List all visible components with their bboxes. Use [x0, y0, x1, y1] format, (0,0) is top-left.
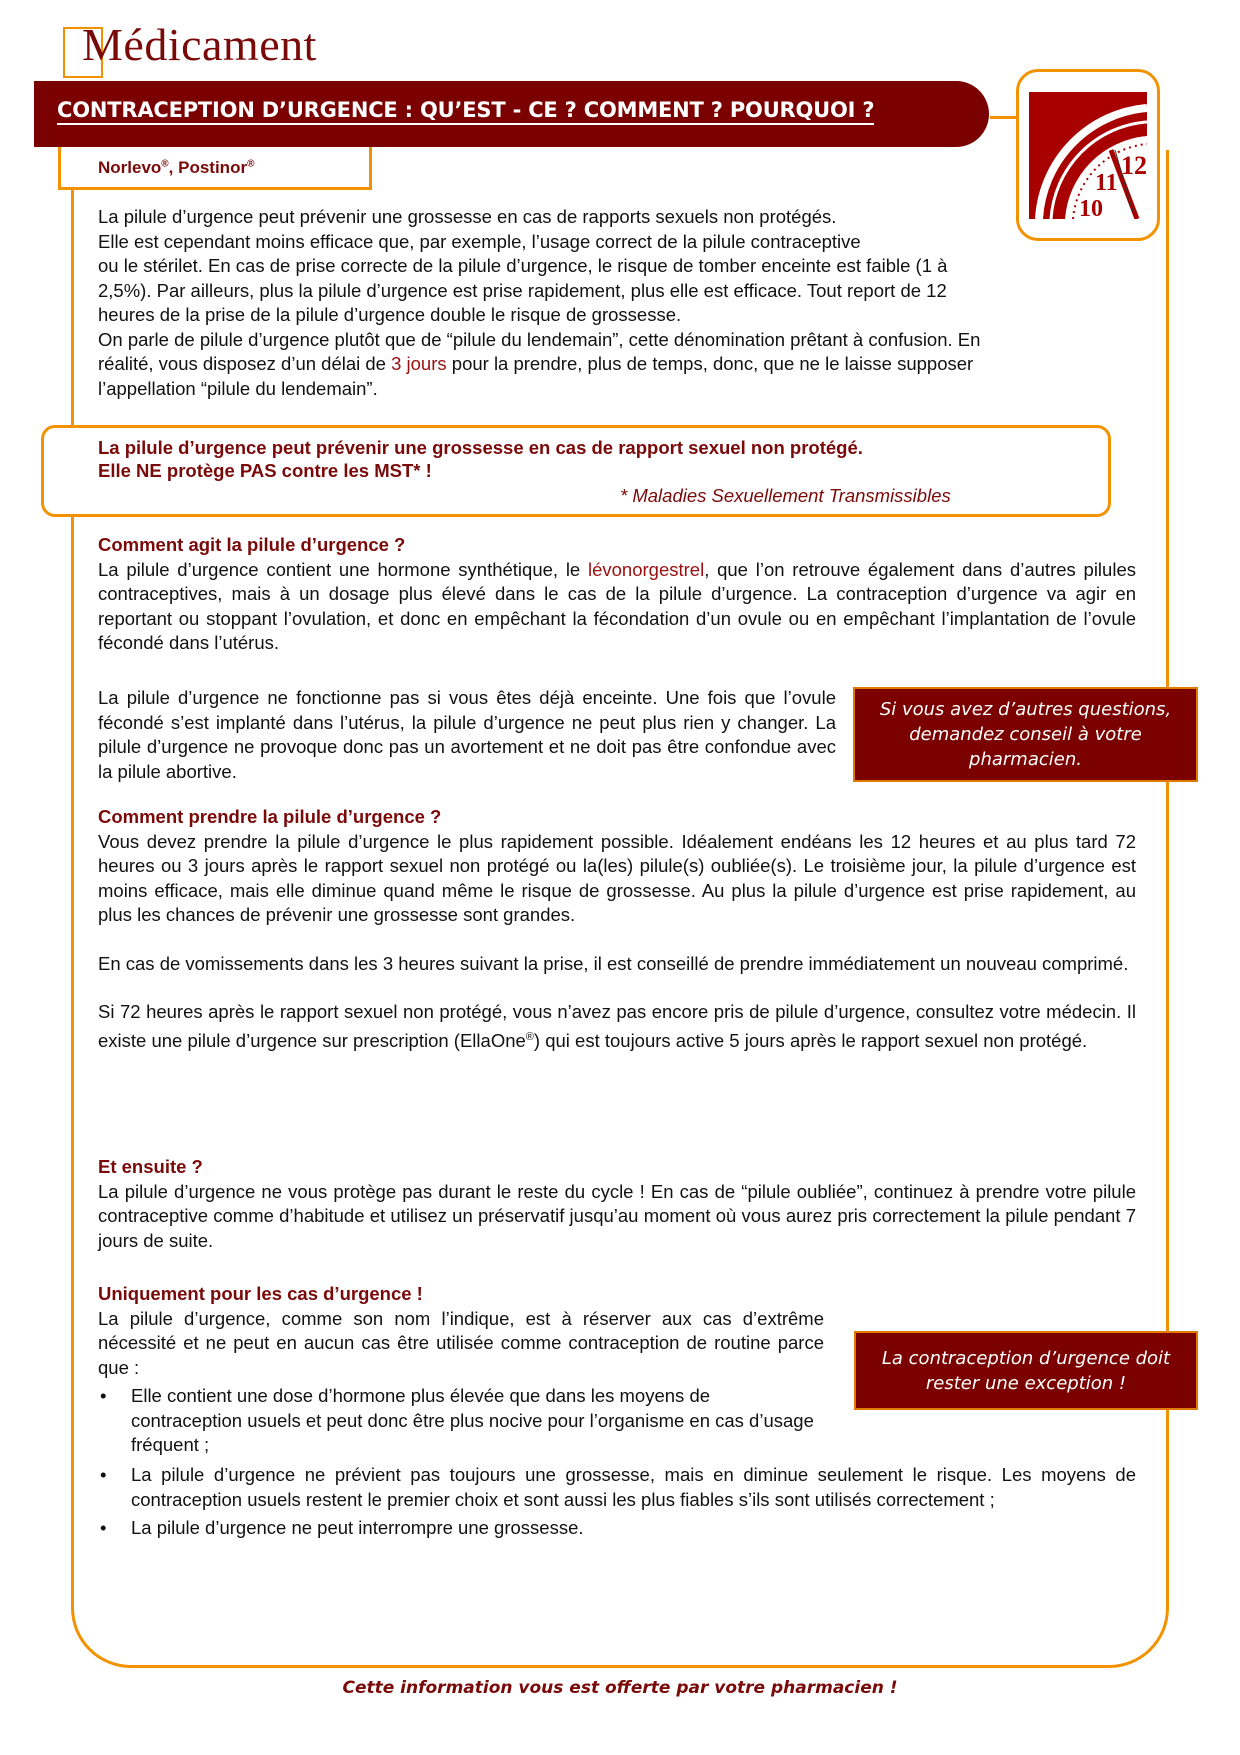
section-heading: Comment prendre la pilule d’urgence ?: [98, 806, 442, 827]
section-after: [98, 1155, 1136, 1253]
svg-text:11: 11: [1095, 170, 1118, 196]
intro-line: heures de la prise de la pilule d’urgence double le risque de grossesse.: [98, 304, 682, 325]
section-heading: Uniquement pour les cas d’urgence !: [98, 1283, 423, 1304]
bullet-item: • Elle contient une dose d’hormone plus élevée que dans les moyens de contraception usuels et peut donc être plus nocive pour l’organisme en cas d’usage fréquent ;: [98, 1384, 824, 1458]
warning-line-2: Elle NE protège PAS contre les MST* !: [98, 460, 432, 481]
section-heading: Et ensuite ?: [98, 1156, 203, 1177]
intro-line: 2,5%). Par ailleurs, plus la pilule d’urgence est prise rapidement, plus elle est efficace. Tout report de 12: [98, 279, 947, 301]
bullet-item: • La pilule d’urgence ne peut interrompre une grossesse.: [98, 1516, 1136, 1541]
bullet-list: [98, 1384, 824, 1458]
section-paragraph: La pilule d’urgence contient une hormone synthétique, le lévonorgestrel, que l’on retrouve également dans d’autres pilules contraceptives, mais à un dosage plus élevé dans le cas de la pilule d’urgence. La contraception d’urgence va agir en reportant ou stoppant l’ovulation, et donc en empêchant la fécondation d’un ovule ou en empêchant l’implantation de l’ovule fécondé dans l’utérus.: [98, 558, 1136, 653]
callout-questions: Si vous avez d’autres questions, demandez conseil à votre pharmacien.: [853, 687, 1198, 782]
intro-text: [98, 205, 998, 401]
section-paragraph: Si 72 heures après le rapport sexuel non protégé, vous n’avez pas encore pris de pilule d’urgence, consultez votre médecin. Il existe une pilule d’urgence sur prescription (EllaOne®) qui est toujours active 5 jours après le rapport sexuel non protégé.: [98, 1001, 1136, 1051]
svg-text:10: 10: [1079, 196, 1103, 219]
section-paragraph: Vous devez prendre la pilule d’urgence le plus rapidement possible. Idéalement endéans les 12 heures et au plus tard 72 heures ou 3 jours après le rapport sexuel non protégé ou la(les) pilule(s) oubliée(s). Le troisième jour, la pilule d’urgence est moins efficace, mais elle diminue quand même le risque de grossesse. Au plus la pilule d’urgence est prise rapidement, au plus les chances de prévenir une grossesse sont grandes.: [98, 830, 1136, 925]
warning-footnote: * Maladies Sexuellement Transmissibles: [620, 485, 951, 506]
intro-line: On parle de pilule d’urgence plutôt que de “pilule du lendemain”, cette dénomination prêtant à confusion. En: [98, 328, 981, 350]
highlight-levonorgestrel: lévonorgestrel: [587, 558, 705, 580]
bullet-list: [98, 1463, 1136, 1541]
footer-note: Cette information vous est offerte par votre pharmacien !: [342, 1678, 898, 1698]
section-paragraph: La pilule d’urgence, comme son nom l’indique, est à réserver aux cas d’extrême nécessité et ne peut en aucun cas être utilisée comme contraception de routine parce que :: [98, 1307, 824, 1378]
intro-line: réalité, vous disposez d’un délai de 3 jours pour la prendre, plus de temps, donc, que ne le laisse supposer: [98, 353, 974, 374]
section-paragraph: La pilule d’urgence ne vous protège pas durant le reste du cycle ! En cas de “pilule oubliée”, continuez à prendre votre pilule contraceptive comme d’habitude et utilisez un préservatif jusqu’au moment où vous aurez pris correctement la pilule pendant 7 jours de suite.: [98, 1180, 1136, 1251]
section-only-continued: [98, 1463, 1136, 1541]
intro-line: l’appellation “pilule du lendemain”.: [98, 377, 378, 399]
warning-line-1: La pilule d’urgence peut prévenir une grossesse en cas de rapport sexuel non protégé.: [98, 437, 863, 458]
svg-text:12: 12: [1121, 151, 1147, 180]
logo: Médicament: [82, 19, 317, 70]
page-title: CONTRACEPTION D’URGENCE : QU’EST - CE ? COMMENT ? POURQUOI ?: [57, 98, 874, 125]
callout-exception: La contraception d’urgence doit rester une exception !: [854, 1331, 1198, 1410]
section-only: [98, 1282, 824, 1458]
intro-line: La pilule d’urgence peut prévenir une grossesse en cas de rapports sexuels non protégés.: [98, 206, 837, 227]
section-action: [98, 533, 1136, 656]
section-heading: Comment agit la pilule d’urgence ?: [98, 534, 406, 555]
brand-names: Norlevo®, Postinor®: [98, 158, 255, 177]
section-paragraph: En cas de vomissements dans les 3 heures suivant la prise, il est conseillé de prendre immédiatement un nouveau comprimé.: [98, 952, 1129, 974]
highlight-3-jours: 3 jours: [391, 353, 447, 374]
intro-line: Elle est cependant moins efficace que, par exemple, l’usage correct de la pilule contraceptive: [98, 230, 861, 252]
section-paragraph: La pilule d’urgence ne fonctionne pas si vous êtes déjà enceinte. Une fois que l’ovule fécondé s’est implanté dans l’utérus, la pilule d’urgence ne peut plus rien y changer. La pilule d’urgence ne provoque donc pas un avortement et ne doit pas être confondue avec la pilule abortive.: [98, 687, 836, 782]
bullet-item: • La pilule d’urgence ne prévient pas toujours une grossesse, mais en diminue seulement le risque. Les moyens de contraception usuels restent le premier choix et sont aussi les plus fiables s’ils sont utilisés correctement ;: [98, 1463, 1136, 1512]
intro-line: ou le stérilet. En cas de prise correcte de la pilule d’urgence, le risque de tomber enceinte est faible (1 à: [98, 255, 948, 276]
clock-icon: [1029, 92, 1147, 219]
section-take: [98, 805, 1136, 1053]
